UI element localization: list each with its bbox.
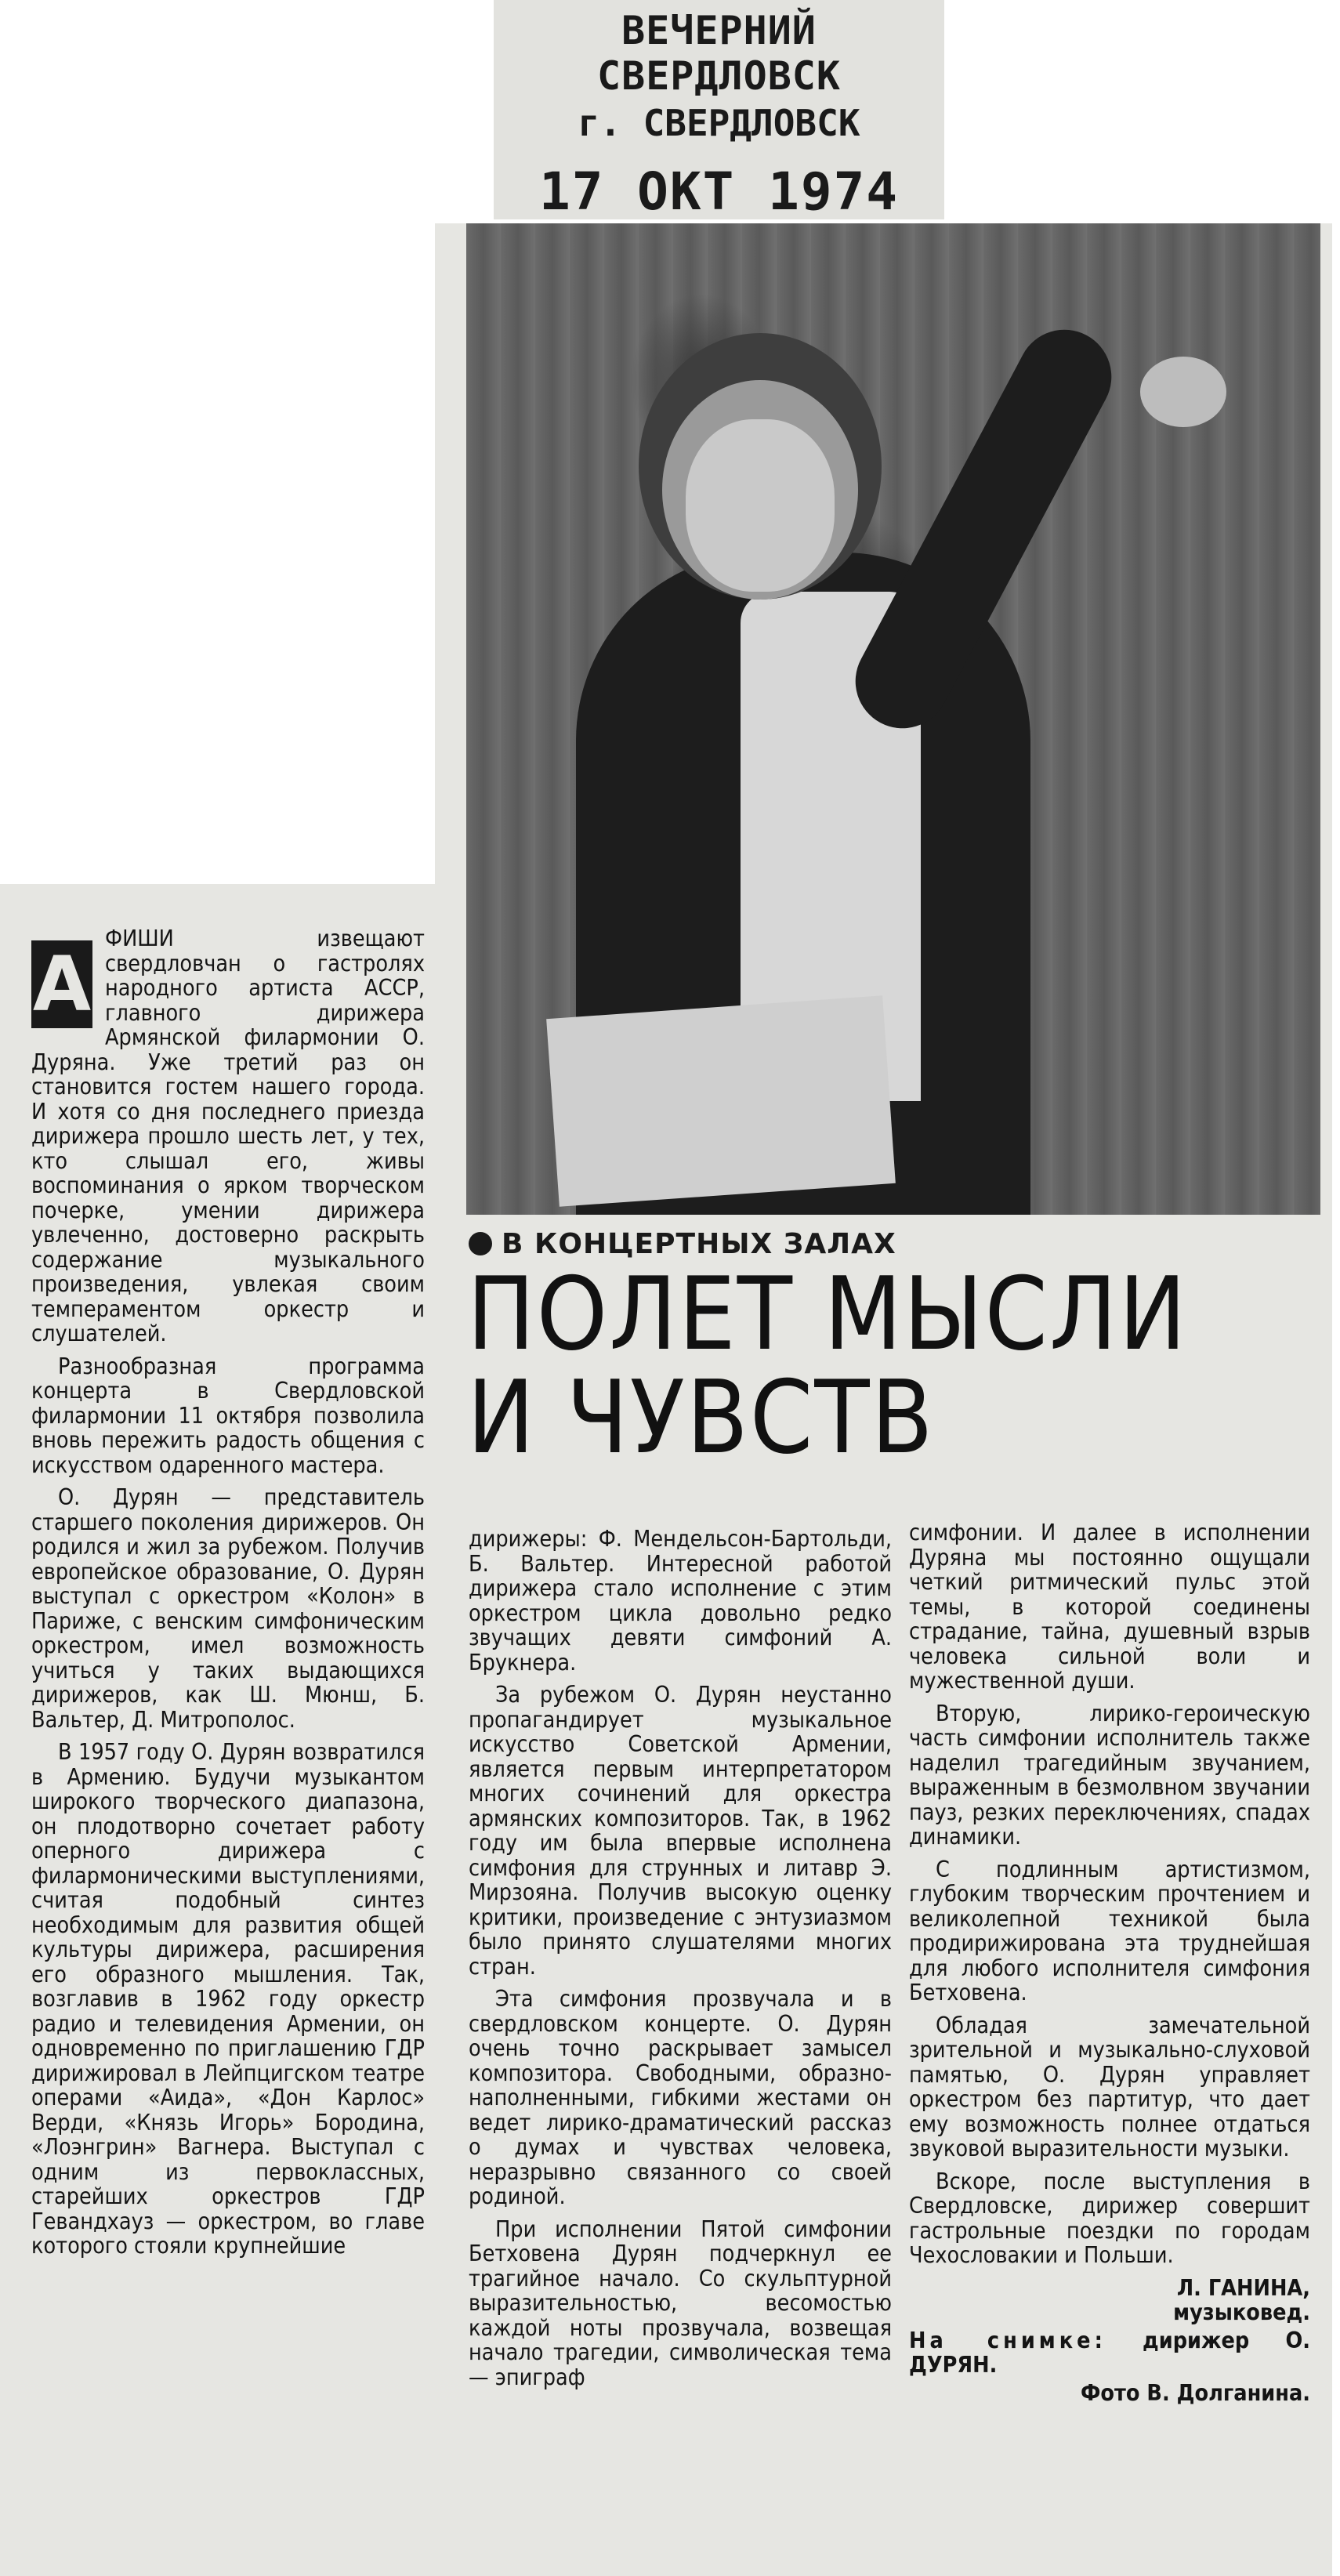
paragraph: симфонии. И далее в исполнении Дуряна мы постоянно ощущали четкий ритмический пульс этой темы, в которой соединены страдание, тайна, душевный взрыв человека сильной воли и мужественной души. (909, 1520, 1310, 1694)
paragraph: Вскоре, после выступления в Свердловске, дирижер совершит гастрольные поездки по городам Чехословакии и Польши. (909, 2168, 1310, 2268)
paragraph: При исполнении Пятой симфонии Бетховена Дурян подчеркнул ее трагийное начало. Со скульптурной выразительностью, весомостью каждой ноты прозвучала, возвещая начало трагедии, символическая тема — эпиграф (469, 2216, 892, 2390)
headline (467, 1256, 1298, 1476)
stamp-date: 17 ОКТ 1974 (538, 161, 900, 222)
stamp-city: г. СВЕРДЛОВСК (578, 102, 860, 144)
author-name: Л. ГАНИНА, (1176, 2274, 1310, 2301)
section-tag (469, 1228, 896, 1260)
section-label: В КОНЦЕРТНЫХ ЗАЛАХ (502, 1228, 896, 1260)
paragraph: ФИШИ извещают свердловчан о гастролях народного артиста АССР, главного дирижера Армянской филармонии О. Дуряна. Уже третий раз он становится гостем нашего города. И хотя со дня последнего приезда дирижера прошло шесть лет, у тех, кто слышал его, живы воспоминания о ярком творческом почерке, умении дирижера увлеченно, достоверно раскрыть содержание музыкального произведения, увлекая своим темпераментом оркестр и слушателей. (31, 926, 425, 1346)
photo-credit: Фото В. Долганина. (1080, 2379, 1310, 2406)
headline-line-1: ПОЛЕТ МЫСЛИ (467, 1256, 1188, 1373)
article-column-2 (469, 1527, 892, 2389)
conductor-hand (1140, 357, 1226, 427)
dropcap: А (32, 940, 92, 1028)
bullet-icon (469, 1232, 492, 1255)
music-score (546, 995, 896, 1206)
caption-prefix: На снимке: (909, 2327, 1106, 2353)
paragraph: Разнообразная программа концерта в Свердловской филармонии 11 октября позволила вновь пережить радость общения с искусством одаренного мастера. (31, 1353, 425, 1478)
article-column-3 (909, 1520, 1310, 2405)
paragraph: В 1957 году О. Дурян возвратился в Армению. Будучи музыкантом широкого творческого диапазона, он плодотворно сочетает работу оперного дирижера с филармоническими выступлениями, считая подобный синтез необходимым для развития общей культуры дирижера, расширения его образного мышления. Так, возглавив в 1962 году оркестр радио и телевидения Армении, он одновременно по приглашению ГДР дирижировал в Лейпцигском театре операми «Аида», «Дон Карлос» Верди, «Князь Игорь» Бородина, «Лоэнгрин» Вагнера. Выступал с одним из первоклассных, старейших оркестров ГДР Гевандхауз — оркестром, во главе которого стояли крупнейшие (31, 1739, 425, 2259)
paragraph: За рубежом О. Дурян неустанно пропагандирует музыкальное искусство Советской Армении, является первым интерпретатором многих сочинений для оркестра армянских композиторов. Так, в 1962 году им была впервые исполнена симфония для струнных и литавр Э. Мирзояна. Получив высокую оценку критики, произведение с энтузиазмом было принято слушателями многих стран. (469, 1682, 892, 1980)
headline-line-2: И ЧУВСТВ (467, 1360, 935, 1476)
caption-text: дирижер О. ДУРЯН. (909, 2327, 1310, 2378)
photo-caption (909, 2328, 1310, 2378)
article-column-1 (31, 926, 425, 2259)
paragraph: Эта симфония прозвучала и в свердловском концерте. О. Дурян очень точно раскрывает замысел композитора. Свободными, образно-наполненными, гибкими жестами он ведет лирико-драматический рассказ о думах и чувствах человека, неразрывно связанного со своей родиной. (469, 1986, 892, 2209)
stamp-newspaper-name: ВЕЧЕРНИЙ СВЕРДЛОВСК (596, 8, 842, 99)
newspaper-stamp (494, 0, 944, 222)
author-title: музыковед. (1173, 2299, 1310, 2325)
paragraph: Обладая замечательной зрительной и музыкально-слуховой памятью, О. Дурян управляет оркестром без партитур, что дает ему возможность полнее отдаться звуковой выразительности музыки. (909, 2012, 1310, 2161)
paragraph: О. Дурян — представитель старшего поколения дирижеров. Он родился и жил за рубежом. Получив европейское образование, О. Дурян выступал с оркестром «Колон» в Париже, с венским симфоническим оркестром, имел возможность учиться у таких выдающихся дирижеров, как Ш. Мюнш, Б. Вальтер, Д. Митрополос. (31, 1484, 425, 1733)
paragraph: С подлинным артистизмом, глубоким творческим прочтением и великолепной техникой была продирижирована эта труднейшая для любого исполнителя симфония Бетховена. (909, 1856, 1310, 2005)
paragraph: дирижеры: Ф. Мендельсон-Бартольди, Б. Вальтер. Интересной работой дирижера стало исполнение с этим оркестром цикла довольно редко звучащих девяти симфоний А. Брукнера. (469, 1526, 892, 1676)
conductor-face (686, 419, 835, 592)
conductor-photo (466, 223, 1320, 1215)
paragraph: Вторую, лирико-героическую часть симфонии исполнитель также наделил трагедийным звучанием, выраженным в безмолвном звучании пауз, резких переключениях, спадах динамики. (909, 1700, 1310, 1850)
